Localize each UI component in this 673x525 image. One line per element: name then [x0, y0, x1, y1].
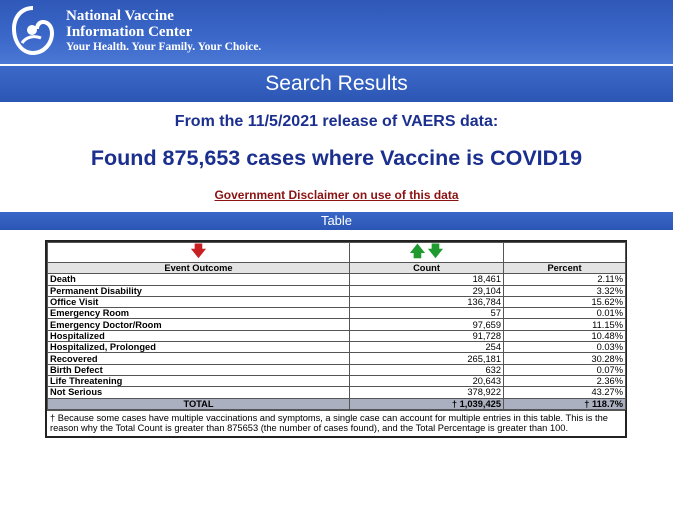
- count-cell: 136,784: [350, 296, 504, 307]
- page-title: Search Results: [0, 66, 673, 102]
- outcome-cell: Hospitalized, Prolonged: [48, 342, 350, 353]
- table-row: [48, 387, 626, 398]
- table-row: [48, 319, 626, 330]
- org-name-line1: National Vaccine: [66, 8, 174, 24]
- count-cell: 29,104: [350, 285, 504, 296]
- column-header-percent[interactable]: Percent: [504, 263, 626, 274]
- percent-cell: 15.62%: [504, 296, 626, 307]
- percent-cell: 30.28%: [504, 353, 626, 364]
- total-label: TOTAL: [48, 398, 350, 409]
- table-footnote: † Because some cases have multiple vaccinations and symptoms, a single case can account for multiple entries in this table. This is the reason why the Total Count is greater than 875653 (the number of cases found), and the Total Percentage is greater than 100.: [47, 410, 625, 436]
- nvic-logo-icon[interactable]: [8, 3, 58, 59]
- percent-cell: 43.27%: [504, 387, 626, 398]
- outcome-cell: Hospitalized: [48, 330, 350, 341]
- sort-percent-cell: [504, 243, 626, 263]
- column-header-outcome[interactable]: Event Outcome: [48, 263, 350, 274]
- percent-cell: 3.32%: [504, 285, 626, 296]
- count-cell: 20,643: [350, 375, 504, 386]
- header-banner: [0, 0, 673, 64]
- total-count: † 1,039,425: [350, 398, 504, 409]
- table-row: [48, 375, 626, 386]
- table-row: [48, 285, 626, 296]
- sort-down-arrow-icon[interactable]: 🡇: [427, 243, 444, 260]
- percent-cell: 0.01%: [504, 308, 626, 319]
- percent-cell: 11.15%: [504, 319, 626, 330]
- table-section-bar: Table: [0, 212, 673, 230]
- sort-outcome-cell: [48, 243, 350, 263]
- outcome-cell: Emergency Doctor/Room: [48, 319, 350, 330]
- found-cases-text: Found 875,653 cases where Vaccine is COVID19: [90, 146, 583, 170]
- percent-cell: 0.03%: [504, 342, 626, 353]
- outcome-cell: Birth Defect: [48, 364, 350, 375]
- count-cell: 265,181: [350, 353, 504, 364]
- results-table-wrapper: [45, 240, 627, 438]
- sort-up-arrow-icon[interactable]: 🡅: [409, 243, 426, 260]
- outcome-cell: Recovered: [48, 353, 350, 364]
- results-table: [47, 242, 626, 410]
- total-row: [48, 398, 626, 409]
- percent-cell: 2.36%: [504, 375, 626, 386]
- count-cell: 632: [350, 364, 504, 375]
- table-row: [48, 308, 626, 319]
- outcome-cell: Death: [48, 274, 350, 285]
- count-cell: 91,728: [350, 330, 504, 341]
- count-cell: 57: [350, 308, 504, 319]
- percent-cell: 0.07%: [504, 364, 626, 375]
- outcome-cell: Life Threatening: [48, 375, 350, 386]
- outcome-cell: Permanent Disability: [48, 285, 350, 296]
- outcome-cell: Not Serious: [48, 387, 350, 398]
- count-cell: 378,922: [350, 387, 504, 398]
- column-header-count[interactable]: Count: [350, 263, 504, 274]
- count-cell: 254: [350, 342, 504, 353]
- table-row: [48, 296, 626, 307]
- org-name-line2: Information Center: [66, 24, 193, 40]
- outcome-cell: Office Visit: [48, 296, 350, 307]
- release-text: From the 11/5/2021 release of VAERS data:: [174, 113, 499, 130]
- total-percent: † 118.7%: [504, 398, 626, 409]
- count-cell: 97,659: [350, 319, 504, 330]
- table-row: [48, 353, 626, 364]
- table-row: [48, 330, 626, 341]
- org-tagline: Your Health. Your Family. Your Choice.: [66, 41, 262, 53]
- percent-cell: 10.48%: [504, 330, 626, 341]
- sort-down-arrow-icon[interactable]: 🡇: [190, 243, 207, 260]
- disclaimer-link[interactable]: Government Disclaimer on use of this data: [214, 188, 459, 202]
- header-row: [48, 263, 626, 274]
- sort-count-cell: [350, 243, 504, 263]
- table-row: [48, 342, 626, 353]
- table-row: [48, 364, 626, 375]
- percent-cell: 2.11%: [504, 274, 626, 285]
- org-name[interactable]: [66, 9, 261, 55]
- count-cell: 18,461: [350, 274, 504, 285]
- sort-row: [48, 243, 626, 263]
- disclaimer: [0, 186, 673, 204]
- outcome-cell: Emergency Room: [48, 308, 350, 319]
- table-row: [48, 274, 626, 285]
